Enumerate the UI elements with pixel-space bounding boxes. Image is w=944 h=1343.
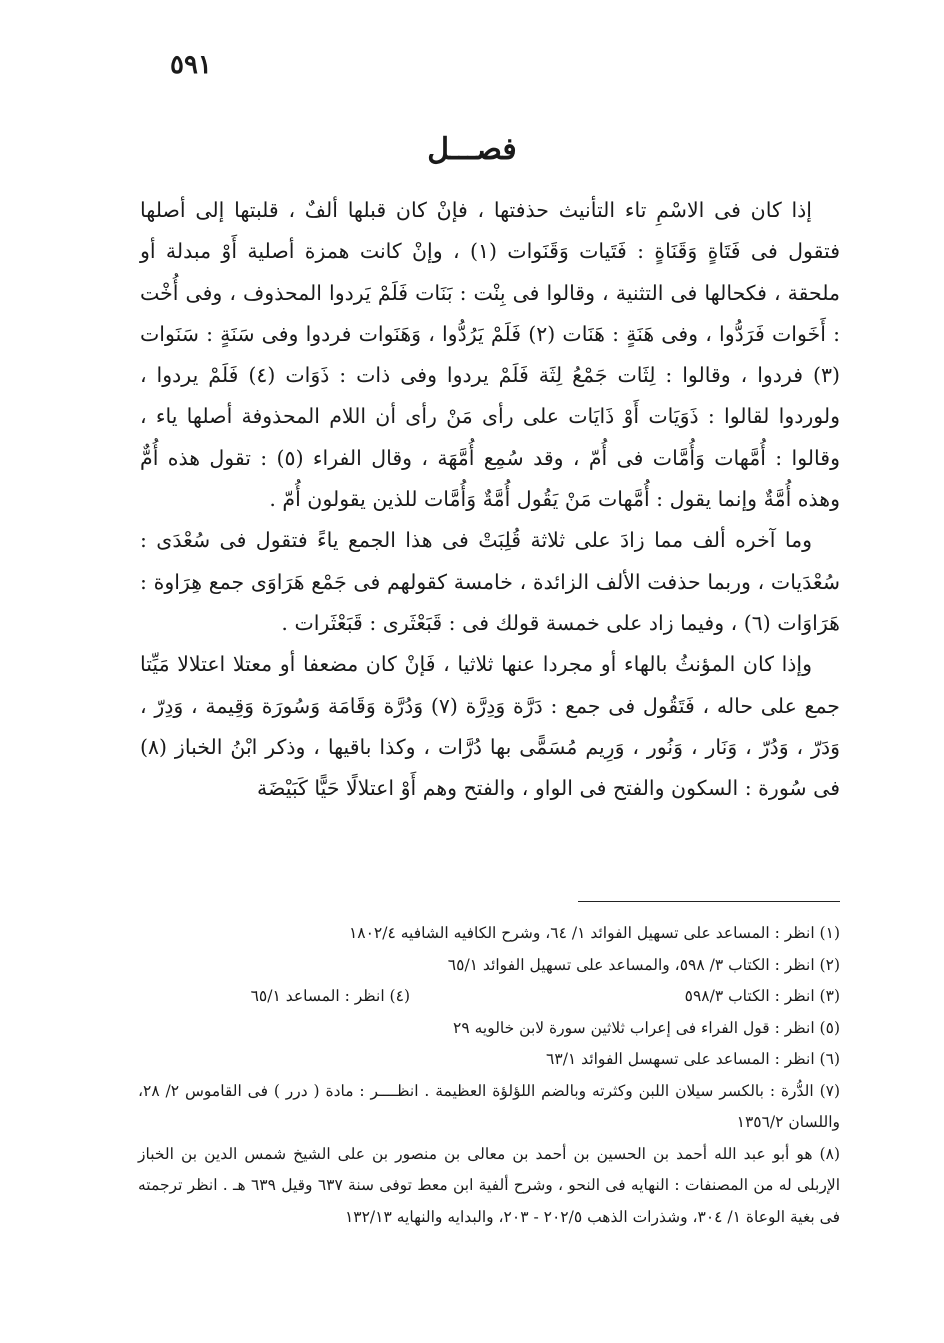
footnote-6: (٦) انظر : المساعد على تسهسل الفوائد ٦٣/١ <box>546 1050 840 1068</box>
footnote-pair <box>138 981 840 1013</box>
footnote-2: (٢) انظر : الكتاب ٣/ ٥٩٨، والمساعد على تسهيل الفوائد ٦٥/١ <box>447 955 840 974</box>
footnotes <box>138 918 840 1233</box>
section-title: فصـــل <box>427 132 517 167</box>
footnote-divider <box>578 901 840 902</box>
paragraph-3: وإذا كان المؤنثُ بالهاء أو مجردا عنها ثلاثيا ، فَإنْ كان مضعفا أو معتلا اعتلالا مَيِّتا جمع على حاله ، فَتَقُول فى جمع : دَرَّة وَدِرَّة (٧) وَدُرَّة وَقَامَة وَسُورَة وَقِيمة ، وَدِرّ ، وَدَرّ ، وَدُرّ ، وَنَار ، وَنُور ، وَرِيم مُسَمًّى بها دُرَّات ، وكذا باقيها ، وذكر ابْنُ الخباز (٨) فى سُورة : السكون والفتح فى الواو ، والفتح وهم أَوْ اعتلالًا حَيًّا كَبَيْضَة <box>140 652 840 801</box>
footnote-3: (٣) انظر : الكتاب ٥٩٨/٣ <box>684 987 840 1005</box>
footnote-8: (٨) هو أبو عبد الله أحمد بن الحسين بن أحمد بن معالى بن منصور بن على الشيخ شمس الدين بن الخباز الإربلى له من المصنفات : النهايه فى النحو ، وشرح ألفية ابن معط توفى سنة ٦٣٧ وقيل ٦٣٩ هـ . انظر ترجمته فى بغية الوعاة ١/ ٣٠٤، وشذرات الذهب ٢٠٢/٥ - ٢٠٣، والبدايه والنهايه ١٣٢/١٣ <box>138 1144 841 1226</box>
footnote-5: (٥) انظر : قول الفراء فى إعراب ثلاثين سورة لابن خالويه ٢٩ <box>453 1018 840 1037</box>
body-text <box>140 190 840 809</box>
footnote-4: (٤) انظر : المساعد ٦٥/١ <box>250 987 410 1005</box>
paragraph-1: إذا كان فى الاسْمِ تاء التأنيث حذفتها ، فإنْ كان قبلها ألفٌ ، قلبتها إلى أصلها فتقول فى فَتَاةٍ وَقَنَاةٍ : فَتَيات وَقَنَوات (١) ، وإنْ كانت همزة أصلية أَوْ مبدلة أو ملحقة ، فكحالها فى التثنية ، وقالوا فى بِنْت : بَنَات فَلَمْ يَردوا المحذوف ، وفى أُخْت : أَخَوات فَرَدُّوا ، وفى هَنَةٍ : هَنَات (٢) فَلَمْ يَرُدُّوا ، وَهَنَوات فردوا وفى سَنَةٍ : سَنَوات (٣) فردوا ، وقالوا : لِثَات جَمْعُ لِثَة فَلَمْ يردوا وفى ذات : ذَوَات (٤) فَلَمْ يردوا ، ولوردوا لقالوا : ذَوَيَات أَوْ ذَايَات على رأى مَنْ رأى أن اللام المحذوفة أصلها ياء ، وقالوا : أُمَّهات وَأُمَّات فى أُمّ ، وقد سُمِع أُمَّهَة ، وقال الفراء (٥) : تقول هذه أُمٌّ وهذه أُمَّةٌ وإنما يقول : أُمَّهات مَنْ يَقُول أُمَّةٌ وَأُمَّات للذين يقولون أُمّ . <box>140 198 840 512</box>
paragraph-2: وما آخره ألف مما زادَ على ثلاثة قُلِبَتْ فى هذا الجمع ياءً فتقول فى سُعْدَى : سُعْدَيات ، وربما حذفت الألف الزائدة ، خامسة كقولهم فى جَمْع هَرَاوَى جمع هِرَاوة : هَرَاوَات (٦) ، وفيما زاد على خمسة قولك فى : قَبَعْثَرى : قَبَعْثَرات . <box>140 528 840 635</box>
page-number: ٥٩١ <box>170 50 212 80</box>
footnote-1: (١) انظر : المساعد على تسهيل الفوائد ١/ ٦٤، وشرح الكافيه الشافيه ١٨٠٢/٤ <box>348 924 840 942</box>
footnote-7: (٧) الدُّرة : بالكسر سيلان اللبن وكثرته وبالضم اللؤلؤة العظيمة . انظــــر : مادة ( درر ) فى القاموس ٢/ ٢٨، واللسان ١٣٥٦/٢ <box>138 1081 841 1131</box>
